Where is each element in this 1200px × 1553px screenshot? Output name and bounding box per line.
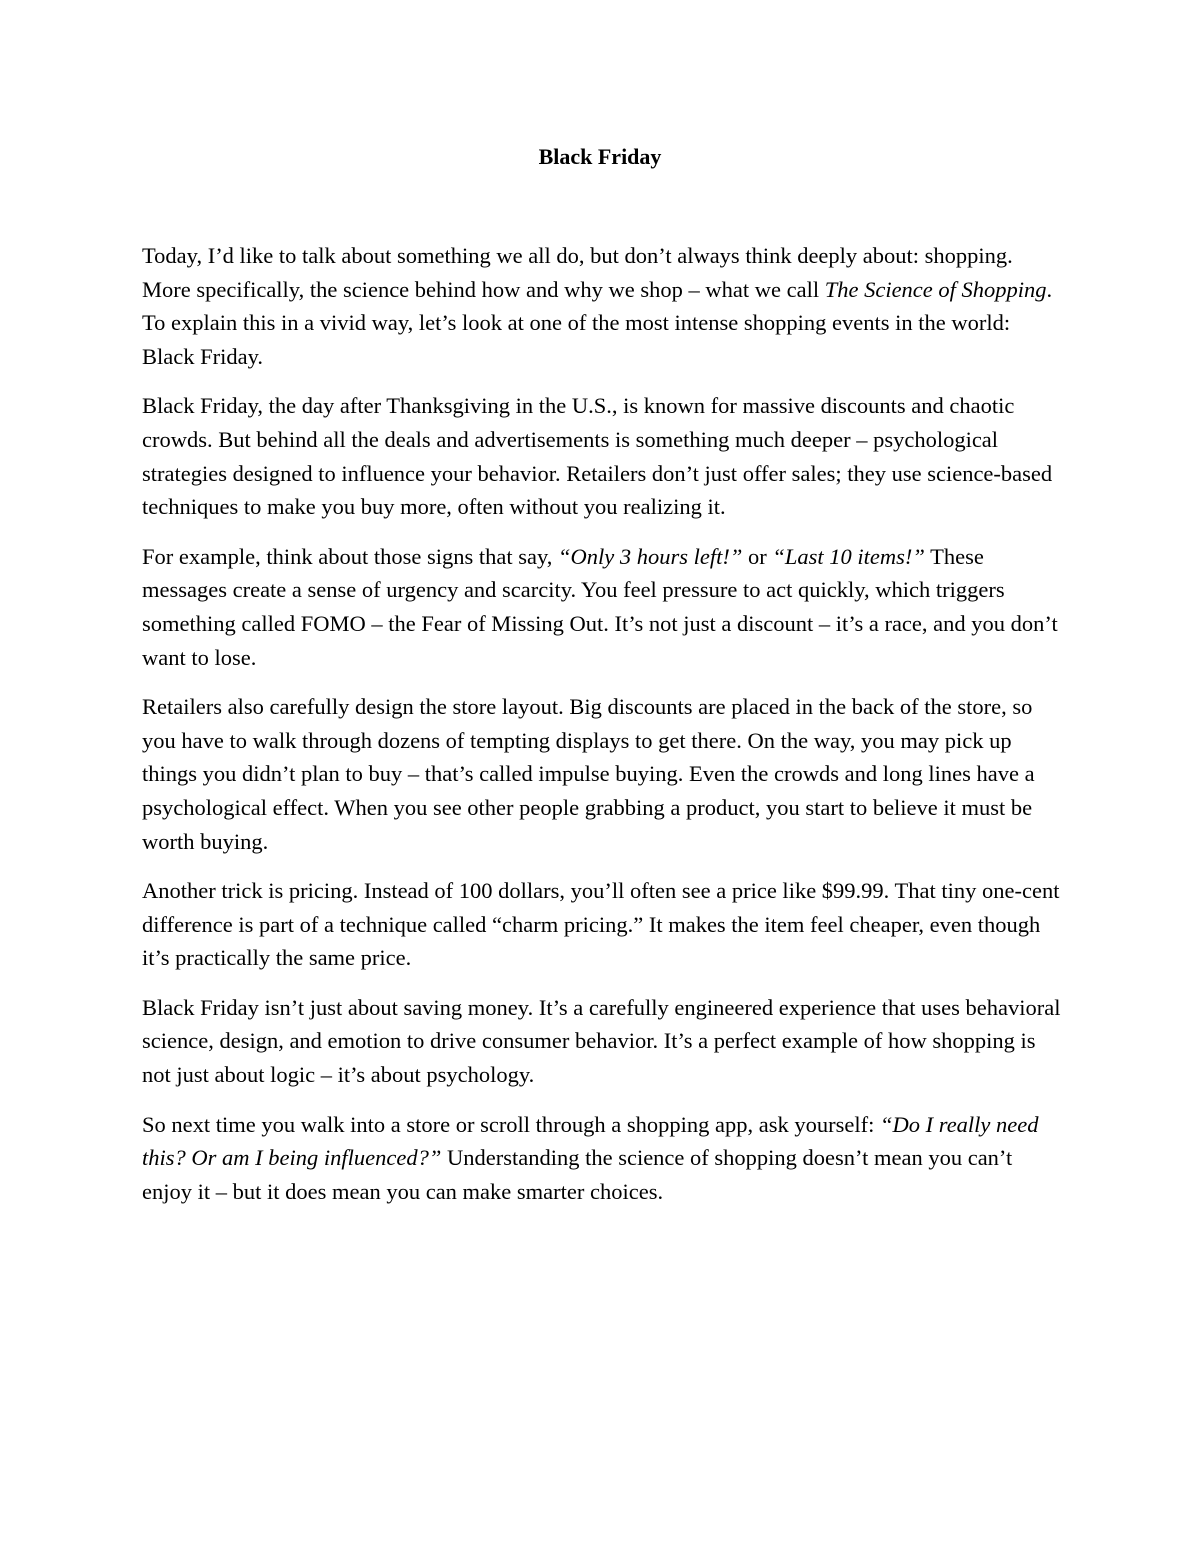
italic-quote: “Last 10 items!” xyxy=(772,543,925,569)
paragraph-text: Another trick is pricing. Instead of 100 dollars, you’ll often see a price like $99.99. That tiny one-cent difference is part of a technique called “charm pricing.” It makes the item feel cheaper, even though it’s practically the same price. xyxy=(142,878,1060,971)
paragraph-text: Retailers also carefully design the store layout. Big discounts are placed in the back of the store, so you have to walk through dozens of tempting displays to get there. On the way, you may pick up things you didn’t plan to buy – that’s called impulse buying. Even the crowds and long lines have a psychological effect. When you see other people grabbing a product, you start to believe it must be worth buying. xyxy=(142,694,1035,854)
paragraph-conclusion xyxy=(142,1108,1062,1209)
paragraph-text: So next time you walk into a store or scroll through a shopping app, ask yourself: xyxy=(142,1111,881,1137)
paragraph-text: . To explain this in a vivid way, let’s look at one of the most intense shopping events in the world: Black Friday. xyxy=(142,276,1053,369)
paragraph-pricing xyxy=(142,874,1062,975)
italic-quote: “Only 3 hours left!” xyxy=(558,543,743,569)
paragraph-black-friday xyxy=(142,389,1062,523)
italic-quote: “Do I really need this? Or am I being influenced?” xyxy=(142,1111,1039,1171)
paragraph-text: or xyxy=(742,543,773,569)
italic-book-title: The Science of Shopping xyxy=(824,276,1047,302)
paragraph-intro xyxy=(142,239,1062,373)
paragraph-summary xyxy=(142,991,1062,1092)
paragraph-urgency xyxy=(142,540,1062,674)
paragraph-store-layout xyxy=(142,690,1062,858)
paragraph-text: These messages create a sense of urgency and scarcity. You feel pressure to act quickly, which triggers something called FOMO – the Fear of Missing Out. It’s not just a discount – it’s a race, and you don’t want to lose. xyxy=(142,543,1058,670)
paragraph-text: Black Friday, the day after Thanksgiving in the U.S., is known for massive discounts and chaotic crowds. But behind all the deals and advertisements is something much deeper – psychological strategies designed to influence your behavior. Retailers don’t just offer sales; they use science-based techniques to make you buy more, often without you realizing it. xyxy=(142,393,1053,520)
paragraph-text: Today, I’d like to talk about something we all do, but don’t always think deeply about: shopping. More specifically, the science behind how and why we shop – what we call xyxy=(142,243,1013,302)
document-body xyxy=(142,239,1062,1224)
paragraph-text: Black Friday isn’t just about saving money. It’s a carefully engineered experience that uses behavioral science, design, and emotion to drive consumer behavior. It’s a perfect example of how shopping is not just about logic – it’s about psychology. xyxy=(142,994,1061,1088)
document-title: Black Friday xyxy=(538,144,662,169)
paragraph-text: Understanding the science of shopping doesn’t mean you can’t enjoy it – but it does mean you can make smarter choices. xyxy=(142,1145,1013,1204)
paragraph-text: For example, think about those signs that say, xyxy=(142,543,558,569)
